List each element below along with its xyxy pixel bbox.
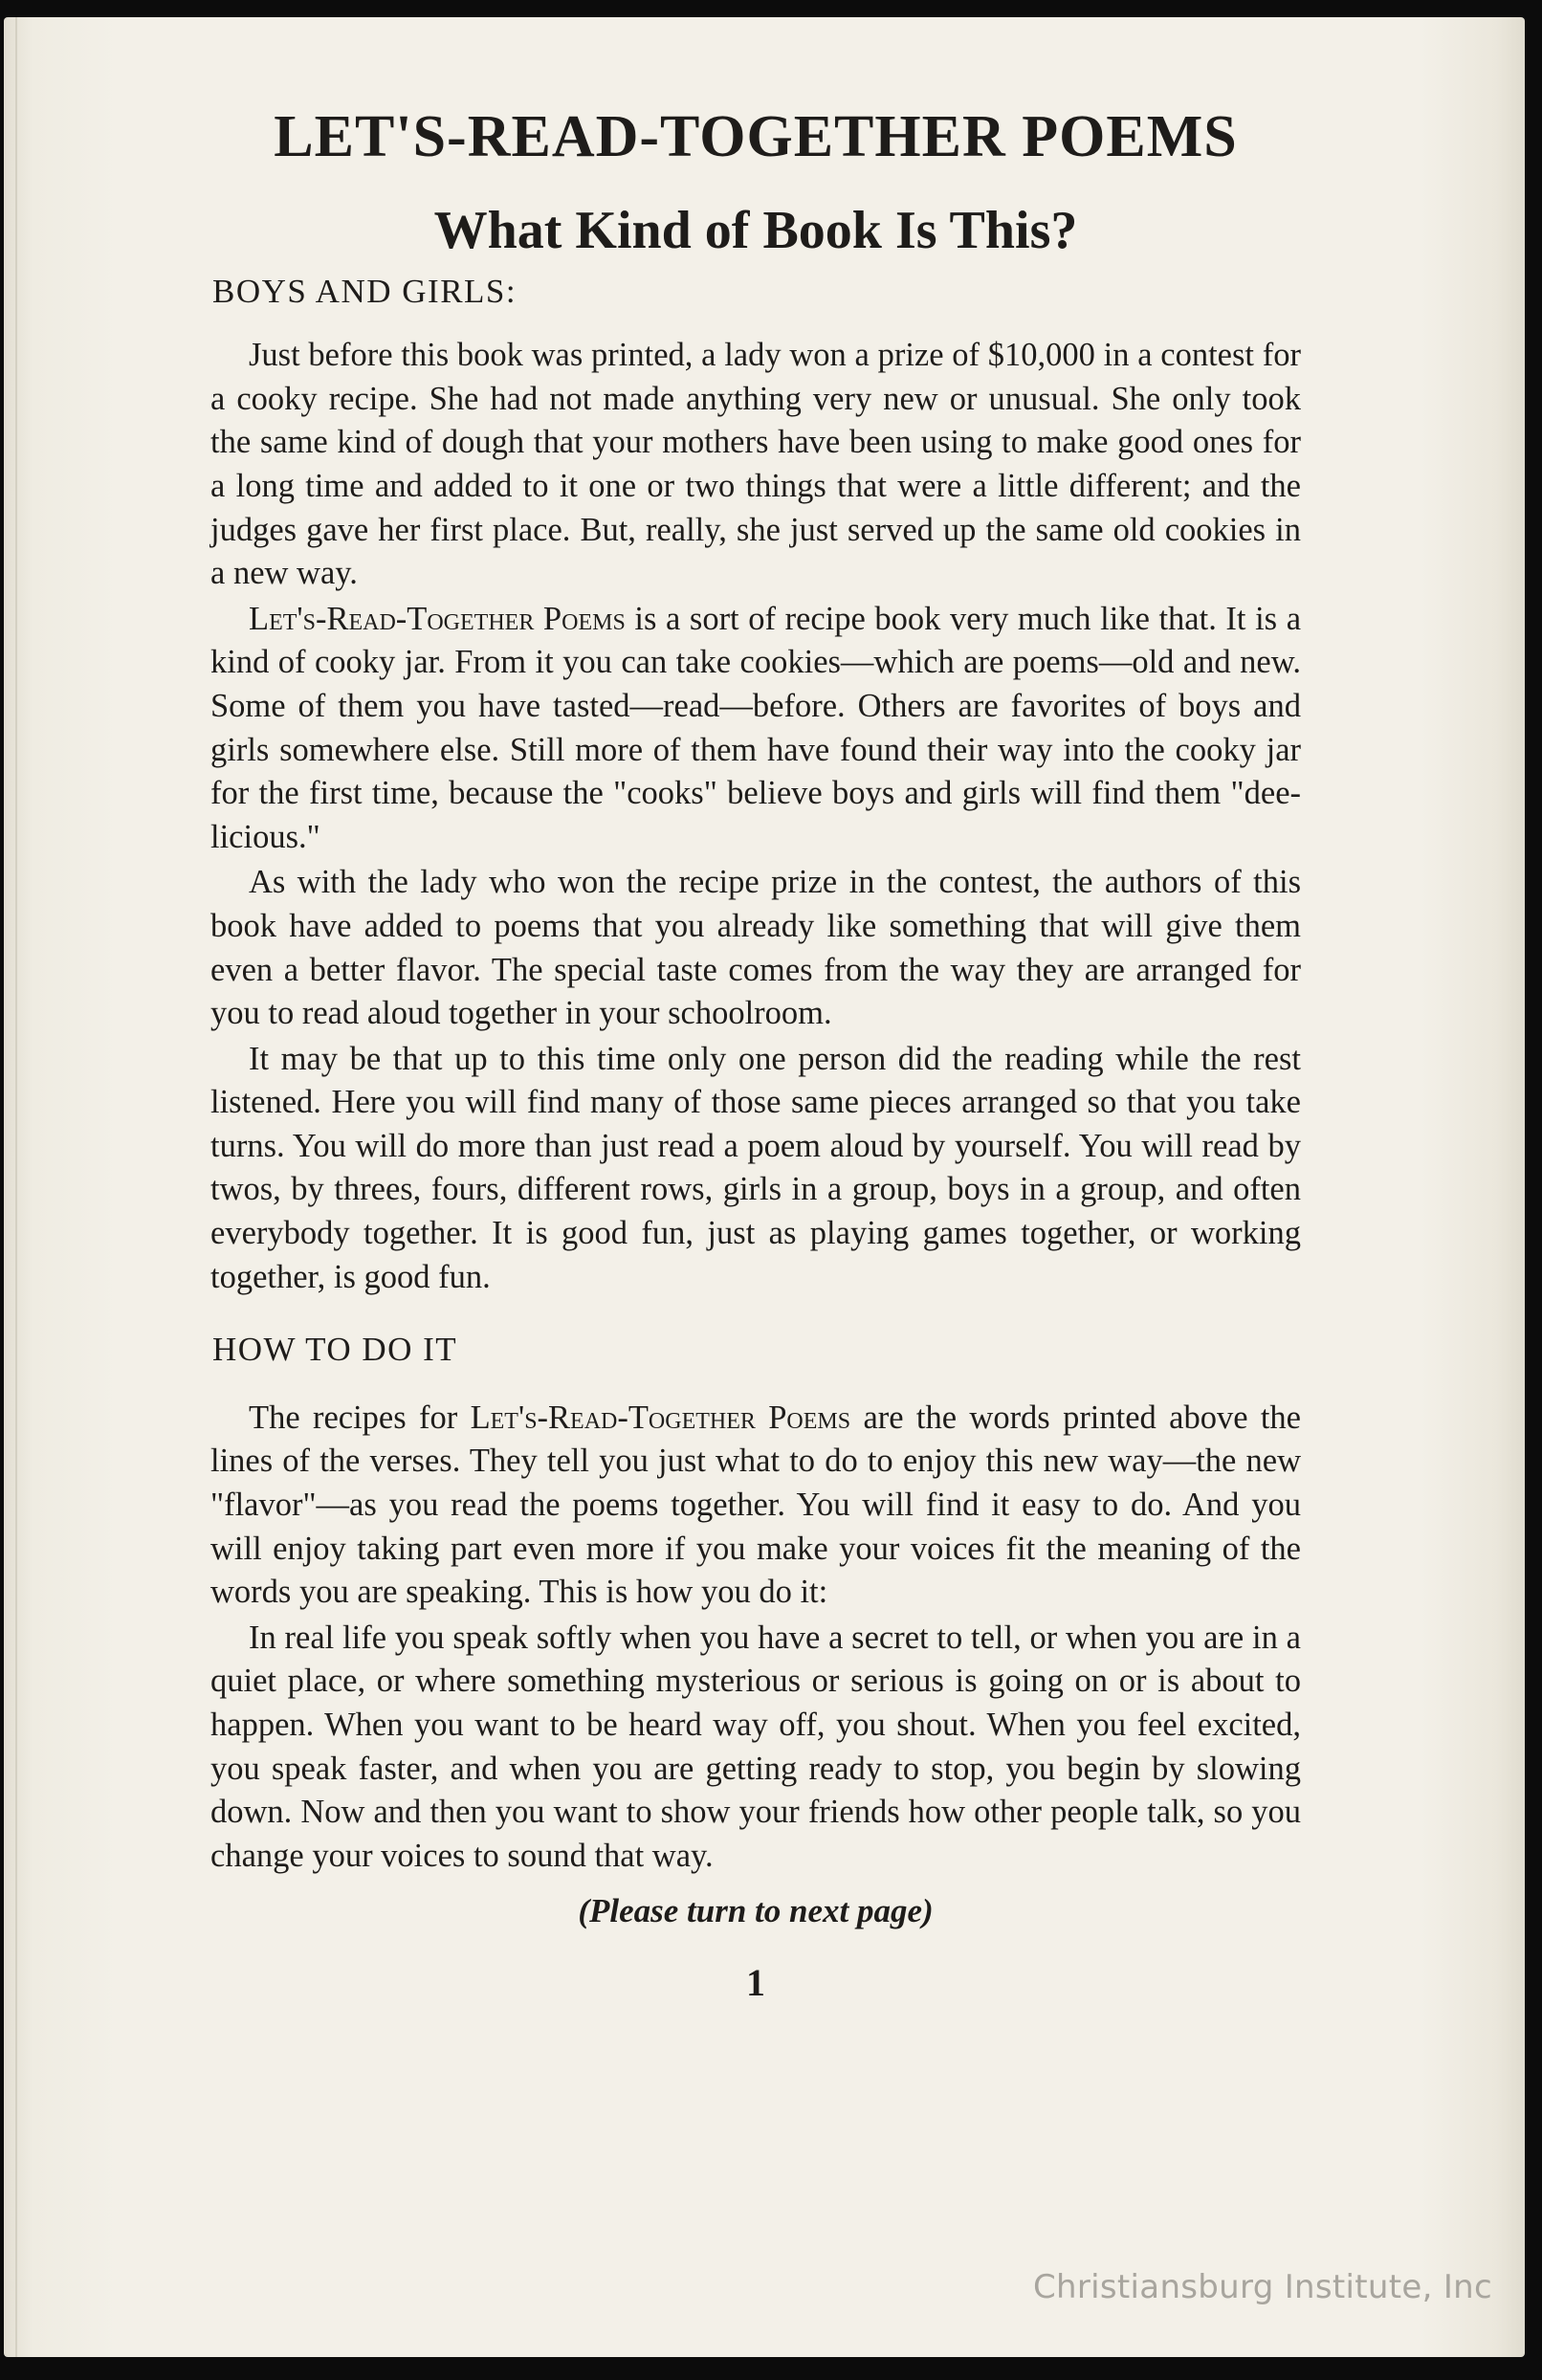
paragraph-recipes-text: are the words printed above the lines of the verses. They tell you just what to do to enjoy this new way—the new "flavor"—as you read the poems together. You will find it easy to do. And you will enjoy taking part even more if you make your voices fit the meaning of the words you are speaking. This is how you do it:	[210, 1399, 1301, 1611]
page-spine-shadow	[15, 17, 17, 2357]
page-title: LET'S-READ-TOGETHER POEMS	[274, 104, 1238, 169]
page-subtitle: What Kind of Book Is This?	[433, 201, 1078, 261]
book-page	[4, 17, 1525, 2357]
page-number: 1	[746, 1960, 765, 2004]
paragraph-better-flavor: As with the lady who won the recipe prize in the contest, the authors of this book have added to poems that you already like something that will give them even a better flavor. The special taste comes from the way they are arranged for you to read aloud together in your schoolroom.	[210, 864, 1301, 1032]
paragraph-take-turns: It may be that up to this time only one person did the reading while the rest listened. Here you will find many of those same pieces arranged so that you take turns. You will do more than just read a poem aloud by yourself. You will read by twos, by threes, fours, different rows, girls in a group, boys in a group, and often everybody together. It is good fun, just as playing games together, or working together, is good fun.	[210, 1040, 1301, 1295]
paragraph-voices: In real life you speak softly when you have a secret to tell, or when you are in a quiet place, or where something mysterious or serious is going on or is about to happen. When you want to be heard way off, you shout. When you feel excited, you speak faster, and when you are getting ready to stop, you begin by slowing down. Now and then you want to show your friends how other people talk, so you change your voices to sound that way.	[210, 1619, 1301, 1874]
book-title-small-caps: Let's-Read-Together Poems	[249, 600, 626, 637]
paragraph-recipe-book	[210, 598, 1301, 860]
page-content	[210, 103, 1301, 2006]
paragraph-recipes	[210, 1397, 1301, 1615]
book-title-small-caps-2: Let's-Read-Together Poems	[470, 1399, 851, 1436]
section-heading-how-to-do-it: HOW TO DO IT	[212, 1331, 458, 1369]
watermark-text: Christiansburg Institute, Inc	[1033, 2268, 1492, 2306]
section-heading-boys-and-girls: BOYS AND GIRLS:	[212, 272, 518, 310]
paragraph-recipe-book-text: is a sort of recipe book very much like that. It is a kind of cooky jar. From it you can take cookies—which are poems—old and new. Some of them you have tasted—read—before. Others are favorites of boys and girls somewhere else. Still more of them have found their way into the cooky jar for the first time, because the "cooks" believe boys and girls will find them "dee-licious."	[210, 600, 1302, 855]
turn-page-note: (Please turn to next page)	[578, 1892, 934, 1930]
paragraph-recipes-intro: The recipes for	[249, 1399, 471, 1436]
paragraph-cooky-contest: Just before this book was printed, a lady won a prize of $10,000 in a contest for a cooky recipe. She had not made anything very new or unusual. She only took the same kind of dough that your mothers have been using to make good ones for a long time and added to it one or two things that were a little different; and the judges gave her first place. But, really, she just served up the same old cookies in a new way.	[210, 337, 1301, 592]
